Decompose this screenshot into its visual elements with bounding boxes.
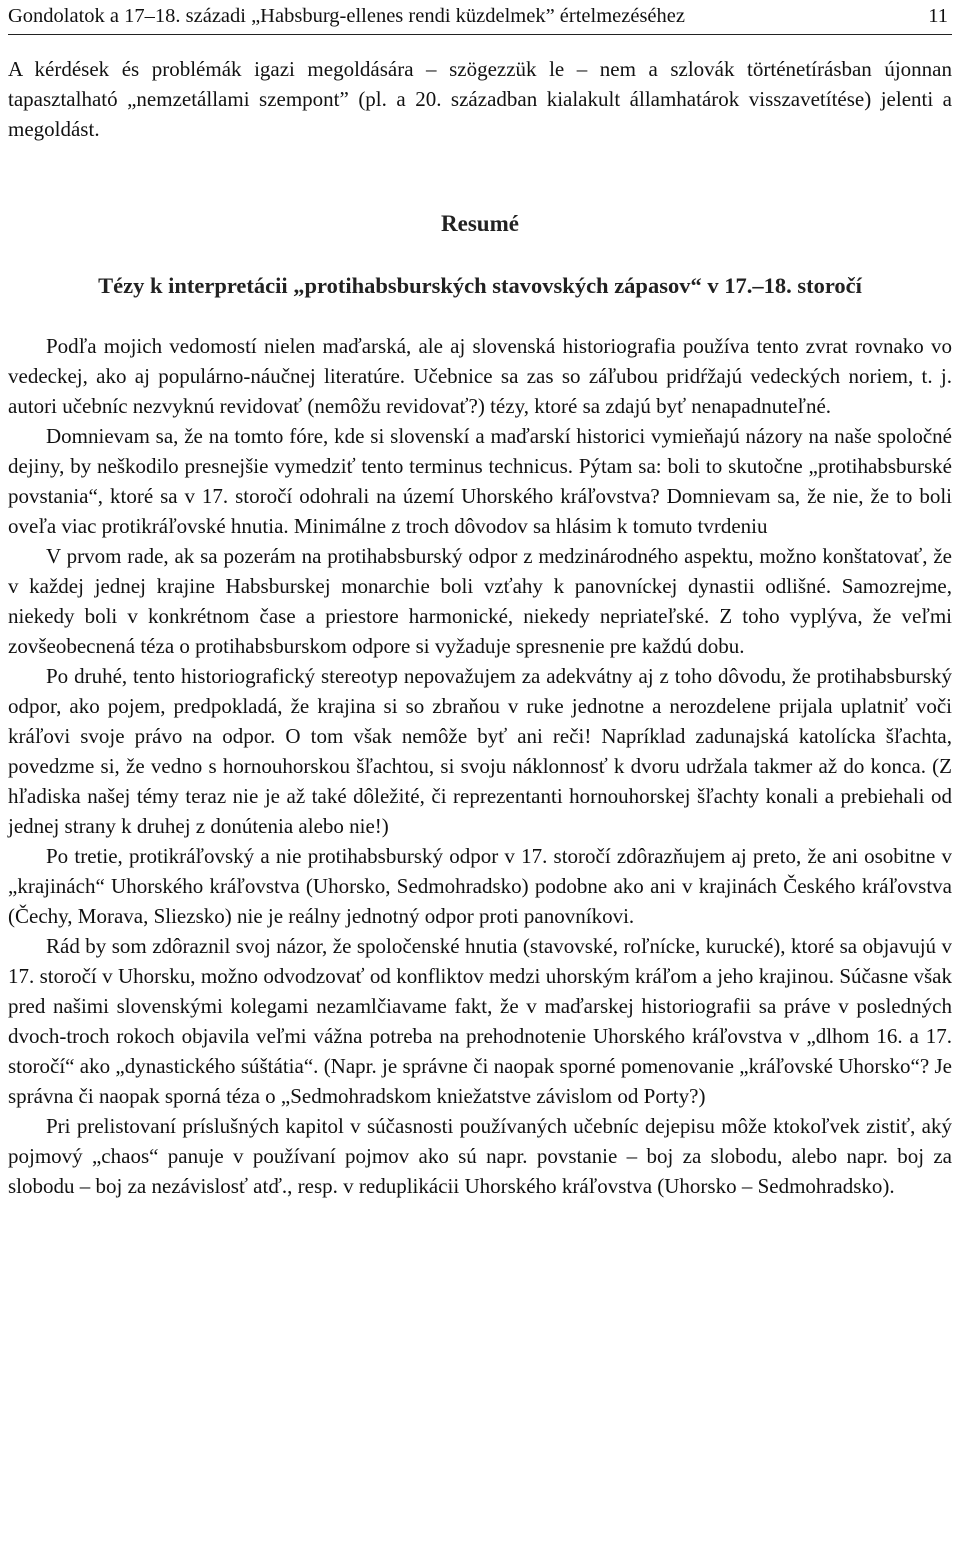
document-page <box>8 0 952 1201</box>
paragraph: Rád by som zdôraznil svoj názor, že spoločenské hnutia (stavovské, roľnícke, kurucké), ktoré sa objavujú v 17. storočí v Uhorsku, možno odvodzovať od konfliktov medzi uhorským kráľom a jeho krajinou. Súčasne však pred našimi slovenskými kolegami nezamlčiavame fakt, že v maďarskej historiografii sa práve v posledných dvoch-troch rokoch objavila veľmi vážna potreba na prehodnotenie Uhorského kráľovstva v „dlhom 16. a 17. storočí“ ako „dynastického súštátia“. (Napr. je správne či naopak sporné pomenovanie „kráľovské Uhorsko“? Je správna či naopak sporná téza o „Sedmohradskom kniežatstve závislom od Porty?) <box>8 934 952 1108</box>
resume-heading: Resumé <box>441 211 519 236</box>
paragraph: Domnievam sa, že na tomto fóre, kde si slovenskí a maďarskí historici vymieňajú názory na naše spoločné dejiny, by neškodilo presnejšie vymedziť tento terminus technicus. Pýtam sa: boli to skutočne „protihabsburské povstania“, ktoré sa v 17. storočí odohrali na území Uhorského kráľovstva? Domnievam sa, že nie, že to boli oveľa viac protikráľovské hnutia. Minimálne z troch dôvodov sa hlásim k tomuto tvrdeniu <box>8 424 952 538</box>
intro-section <box>8 54 952 144</box>
paragraph: Podľa mojich vedomostí nielen maďarská, ale aj slovenská historiografia používa tento zvrat rovnako vo vedeckej, ako aj populárno-náučnej literatúre. Učebnice sa zas so záľubou pridŕžajú vedeckých noriem, t. j. autori učebníc nezvyknú revidovať (nemôžu revidovať?) tézy, ktoré sa zdajú byť nenapadnuteľné. <box>8 334 952 418</box>
paragraph: Po tretie, protikráľovský a nie protihabsburský odpor v 17. storočí zdôrazňujem aj preto, že ani osobitne v „krajinách“ Uhorského kráľovstva (Uhorsko, Sedmohradsko) podobne ako ani v krajinách Českého kráľovstva (Čechy, Morava, Sliezsko) nie je reálny jednotný odpor proti panovníkovi. <box>8 844 952 928</box>
resume-body <box>8 331 952 1201</box>
paragraph: Po druhé, tento historiografický stereotyp nepovažujem za adekvátny aj z toho dôvodu, že protihabsburský odpor, ako pojem, predpokladá, že krajina si so zbraňou v ruke jednotne a nerozdelene prijala uplatniť voči kráľovi svoje právo na odpor. O tom však nemôže byť ani reči! Napríklad zadunajská katolícka šľachta, povedzme si, že vedno s hornouhorskou šľachtou, si svoju náklonnosť k dvoru udržala takmer až do konca. (Z hľadiska našej témy teraz nie je až také dôležité, či reprezentanti hornouhorskej šľachty konali a prebiehali od jednej strany k druhej z donútenia alebo nie!) <box>8 664 952 838</box>
paragraph: Pri prelistovaní príslušných kapitol v súčasnosti používaných učebníc dejepisu môže ktokoľvek zistiť, aký pojmový „chaos“ panuje v používaní pojmov ako sú napr. povstanie – boj za slobodu, alebo napr. boj za slobodu – boj za nezávislosť atď., resp. v reduplikácii Uhorského kráľovstva (Uhorsko – Sedmohradsko). <box>8 1114 952 1198</box>
header-title: Gondolatok a 17–18. századi „Habsburg-ellenes rendi küzdelmek” értelmezéséhez <box>8 5 685 27</box>
paragraph: V prvom rade, ak sa pozerám na protihabsburský odpor z medzinárodného aspektu, možno konštatovať, že v každej jednej krajine Habsburskej monarchie boli vzťahy k panovníckej dynastii odlišné. Samozrejme, niekedy boli v konkrétnom čase a priestore harmonické, niekedy nepriateľské. Z toho vyplýva, že veľmi zovšeobecnená téza o protihabsburskom odpore si vyžaduje spresnenie pre každú dobu. <box>8 544 952 658</box>
page-number: 11 <box>928 5 948 27</box>
intro-paragraph: A kérdések és problémák igazi megoldására – szögezzük le – nem a szlovák történetírásban újonnan tapasztalható „nemzetállami szempont” (pl. a 20. században kialakult államhatárok visszavetítése) jelenti a megoldást. <box>8 57 952 141</box>
running-header <box>8 0 952 35</box>
thesis-heading: Tézy k interpretácii „protihabsburských stavovských zápasov“ v 17.–18. storočí <box>98 273 862 298</box>
